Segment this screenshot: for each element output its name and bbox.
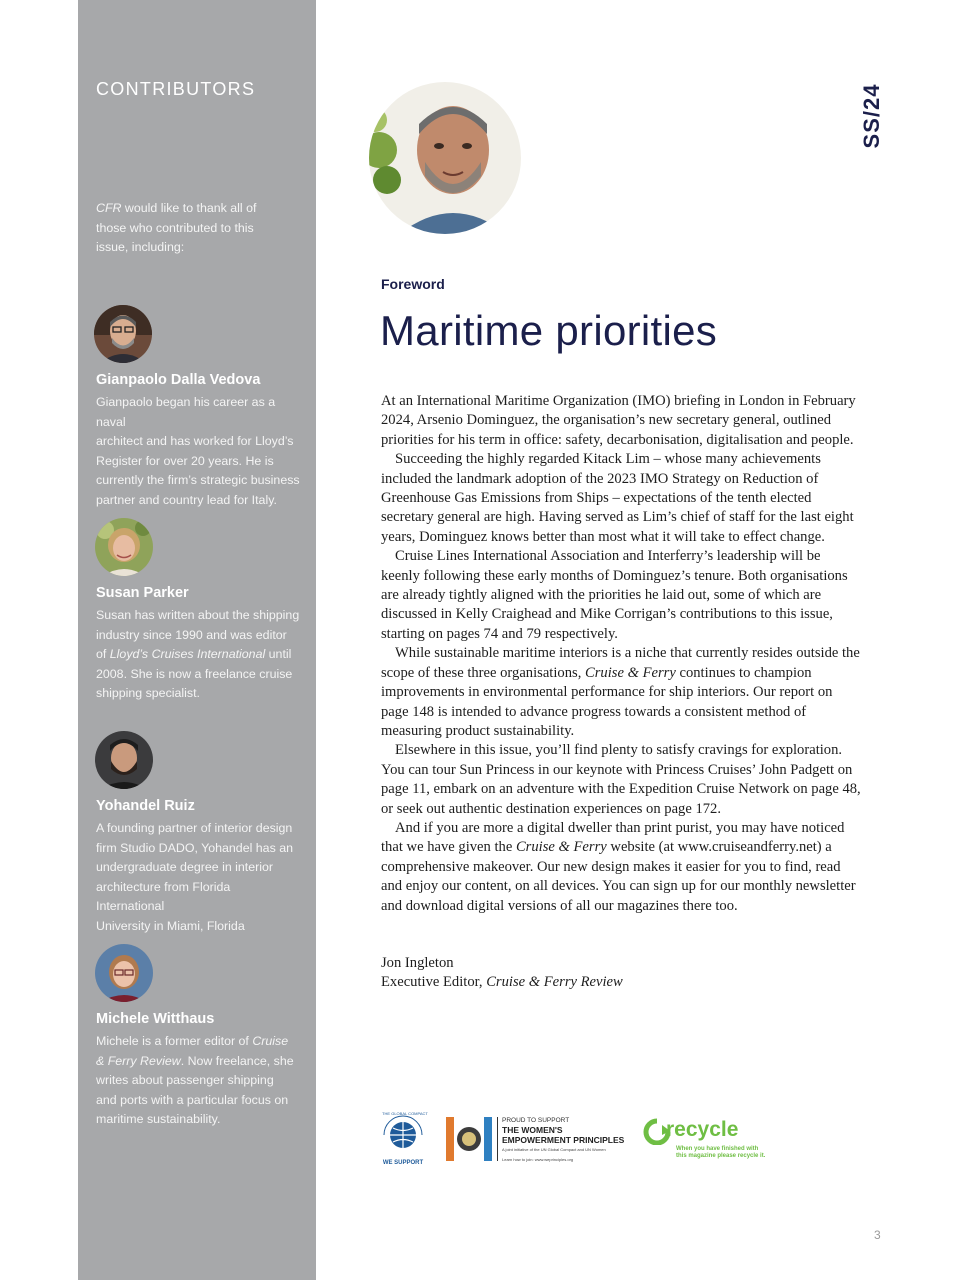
paragraph: Elsewhere in this issue, you’ll find plenty to satisfy cravings for exploration. You can tour Sun Princess in our keynote with Princess Cruises’ John Padgett on page 11, embark on an adventure with the Expedition Cruise Network on page 48, or seek out authentic destination experiences on page 172. [381, 742, 861, 817]
intro-italic: CFR [96, 201, 122, 215]
gc-sub-text: WE SUPPORT [382, 1160, 424, 1166]
contributor-name-gianpaolo: Gianpaolo Dalla Vedova [96, 372, 261, 388]
paragraph: Cruise Lines International Association and Interferry’s leadership will be keenly following these early months of Dominguez’s tenure. Both organisations are already tightly aligned with the priorities he laid out, some of which are discussed in Kelly Craighead and Mike Corrigan’s contributions to this issue, starting on pages 74 and 79 respectively. [381, 548, 848, 642]
paragraph [381, 819, 863, 916]
bio-line: writes about passenger shipping [96, 1073, 274, 1087]
foreword-body [381, 392, 863, 916]
bio-line: Gianpaolo began his career as a naval [96, 395, 276, 429]
bio-line: and ports with a particular focus on [96, 1092, 289, 1107]
avatar-susan [95, 518, 153, 576]
avatar-michele [95, 944, 153, 1002]
contributor-name-susan: Susan Parker [96, 585, 189, 601]
bio-line: A founding partner of interior design [96, 821, 293, 835]
contributor-bio-yohandel [96, 819, 301, 936]
bio-italic: & Ferry Review [96, 1053, 181, 1068]
paragraph [381, 644, 863, 741]
bio-italic: Lloyd’s Cruises International [109, 647, 266, 661]
bio-line: industry since 1990 and was editor [96, 627, 287, 642]
italic-run: Cruise & Ferry [585, 664, 676, 681]
recycle-line2: this magazine please recycle it. [676, 1153, 766, 1159]
sidebar-title: CONTRIBUTORS [96, 79, 256, 99]
signoff-publication: Cruise & Ferry Review [486, 974, 623, 991]
intro-line1: would like to thank all of [121, 201, 257, 215]
issue-tag [852, 78, 892, 154]
wep-divider [497, 1117, 498, 1161]
bio-line: shipping specialist. [96, 686, 201, 700]
wep-proud: PROUD TO SUPPORT [502, 1117, 570, 1124]
bio-line: architect and has worked for Lloyd’s [96, 434, 294, 448]
bio-line: architecture from Florida International [96, 879, 231, 913]
contributor-name-yohandel: Yohandel Ruiz [96, 798, 195, 814]
bio-prefix: Michele is a former editor of [96, 1034, 253, 1048]
paragraph: At an International Maritime Organization (IMO) briefing in London in February 2024, Arsenio Dominguez, the organisation’s new secretary general, outlined priorities for his term in office: safety, decarbonisation, digitalisation and people. [381, 393, 856, 448]
global-compact-logo [380, 1113, 426, 1174]
section-label: Foreword [381, 276, 445, 292]
page-number: 3 [874, 1228, 881, 1242]
intro-line2: those who contributed to this [96, 220, 254, 235]
wep-learn: Learn how to join: www.weprinciples.org [502, 1157, 574, 1162]
wep-title2: EMPOWERMENT PRINCIPLES [502, 1135, 625, 1145]
wep-sub: A joint initiative of the UN Global Compact and UN Women [502, 1147, 606, 1152]
bio-line: undergraduate degree in interior [96, 860, 274, 874]
text-run: continues to champion improvements in environmental performance for ship interiors. Our report on page 148 is intended to advance progress towards a consistent method of measuring product sustainability. [381, 664, 833, 739]
signoff-name: Jon Ingleton [381, 955, 454, 971]
bio-line: maritime sustainability. [96, 1112, 221, 1126]
text-run: While sustainable maritime interiors is a niche that currently resides outside the scope of these three organisations, [381, 645, 860, 681]
wep-title1: THE WOMEN'S [502, 1125, 563, 1135]
bio-suffix: until [265, 647, 292, 661]
issue-label: SS/24 [859, 83, 884, 149]
recycle-word: recycle [666, 1118, 739, 1141]
bio-line: Susan has written about the shipping [96, 608, 300, 622]
paragraph: Succeeding the highly regarded Kitack Lim – whose many achievements included the landmark adoption of the 2023 IMO Strategy on Reduction of Greenhouse Gas Emissions from Ships – expectations of the tenth elected secretary general are high. Having served as Lim’s chief of staff for the last eight years, Dominguez knows better than most what it will take to effect change. [381, 451, 854, 545]
contributor-bio-michele [96, 1032, 301, 1130]
bio-suffix: . Now freelance, she [180, 1053, 294, 1068]
signoff [381, 954, 623, 993]
avatar-gianpaolo [94, 305, 152, 363]
page-title: Maritime priorities [380, 307, 718, 354]
gc-arc-text: THE GLOBAL COMPACT [382, 1111, 428, 1116]
intro-line3: issue, including: [96, 240, 185, 254]
bio-prefix: of [96, 647, 110, 661]
text-run: And if you are more a digital dweller than print purist, you may have noticed that we have given the [381, 819, 845, 856]
editor-portrait [367, 80, 523, 236]
contributor-bio-gianpaolo [96, 393, 301, 510]
bio-line: firm Studio DADO, Yohandel has an [96, 840, 293, 855]
avatar-yohandel [95, 731, 153, 789]
signoff-role: Executive Editor, [381, 974, 487, 991]
bio-line: 2008. She is now a freelance cruise [96, 666, 293, 681]
bio-italic: Cruise [252, 1034, 289, 1048]
recycle-line1: When you have finished with [676, 1146, 759, 1152]
bio-line: partner and country lead for Italy. [96, 492, 277, 507]
bio-line: Register for over 20 years. He is [96, 453, 274, 468]
bio-line: currently the firm’s strategic business [96, 473, 300, 487]
text-run: website (at www.cruiseandferry.net) a comprehensive makeover. Our new design makes it easier for you to find, read and enjoy our content, on all devices. You can sign up for our monthly newsletter and download digital versions of all our magazines there too. [381, 839, 856, 914]
contributor-bio-susan [96, 606, 301, 704]
contributor-name-michele: Michele Witthaus [96, 1011, 215, 1027]
bio-line: University in Miami, Florida [96, 918, 245, 933]
italic-run: Cruise & Ferry [515, 839, 607, 856]
sidebar-intro [96, 199, 296, 258]
wep-logo [444, 1113, 625, 1170]
